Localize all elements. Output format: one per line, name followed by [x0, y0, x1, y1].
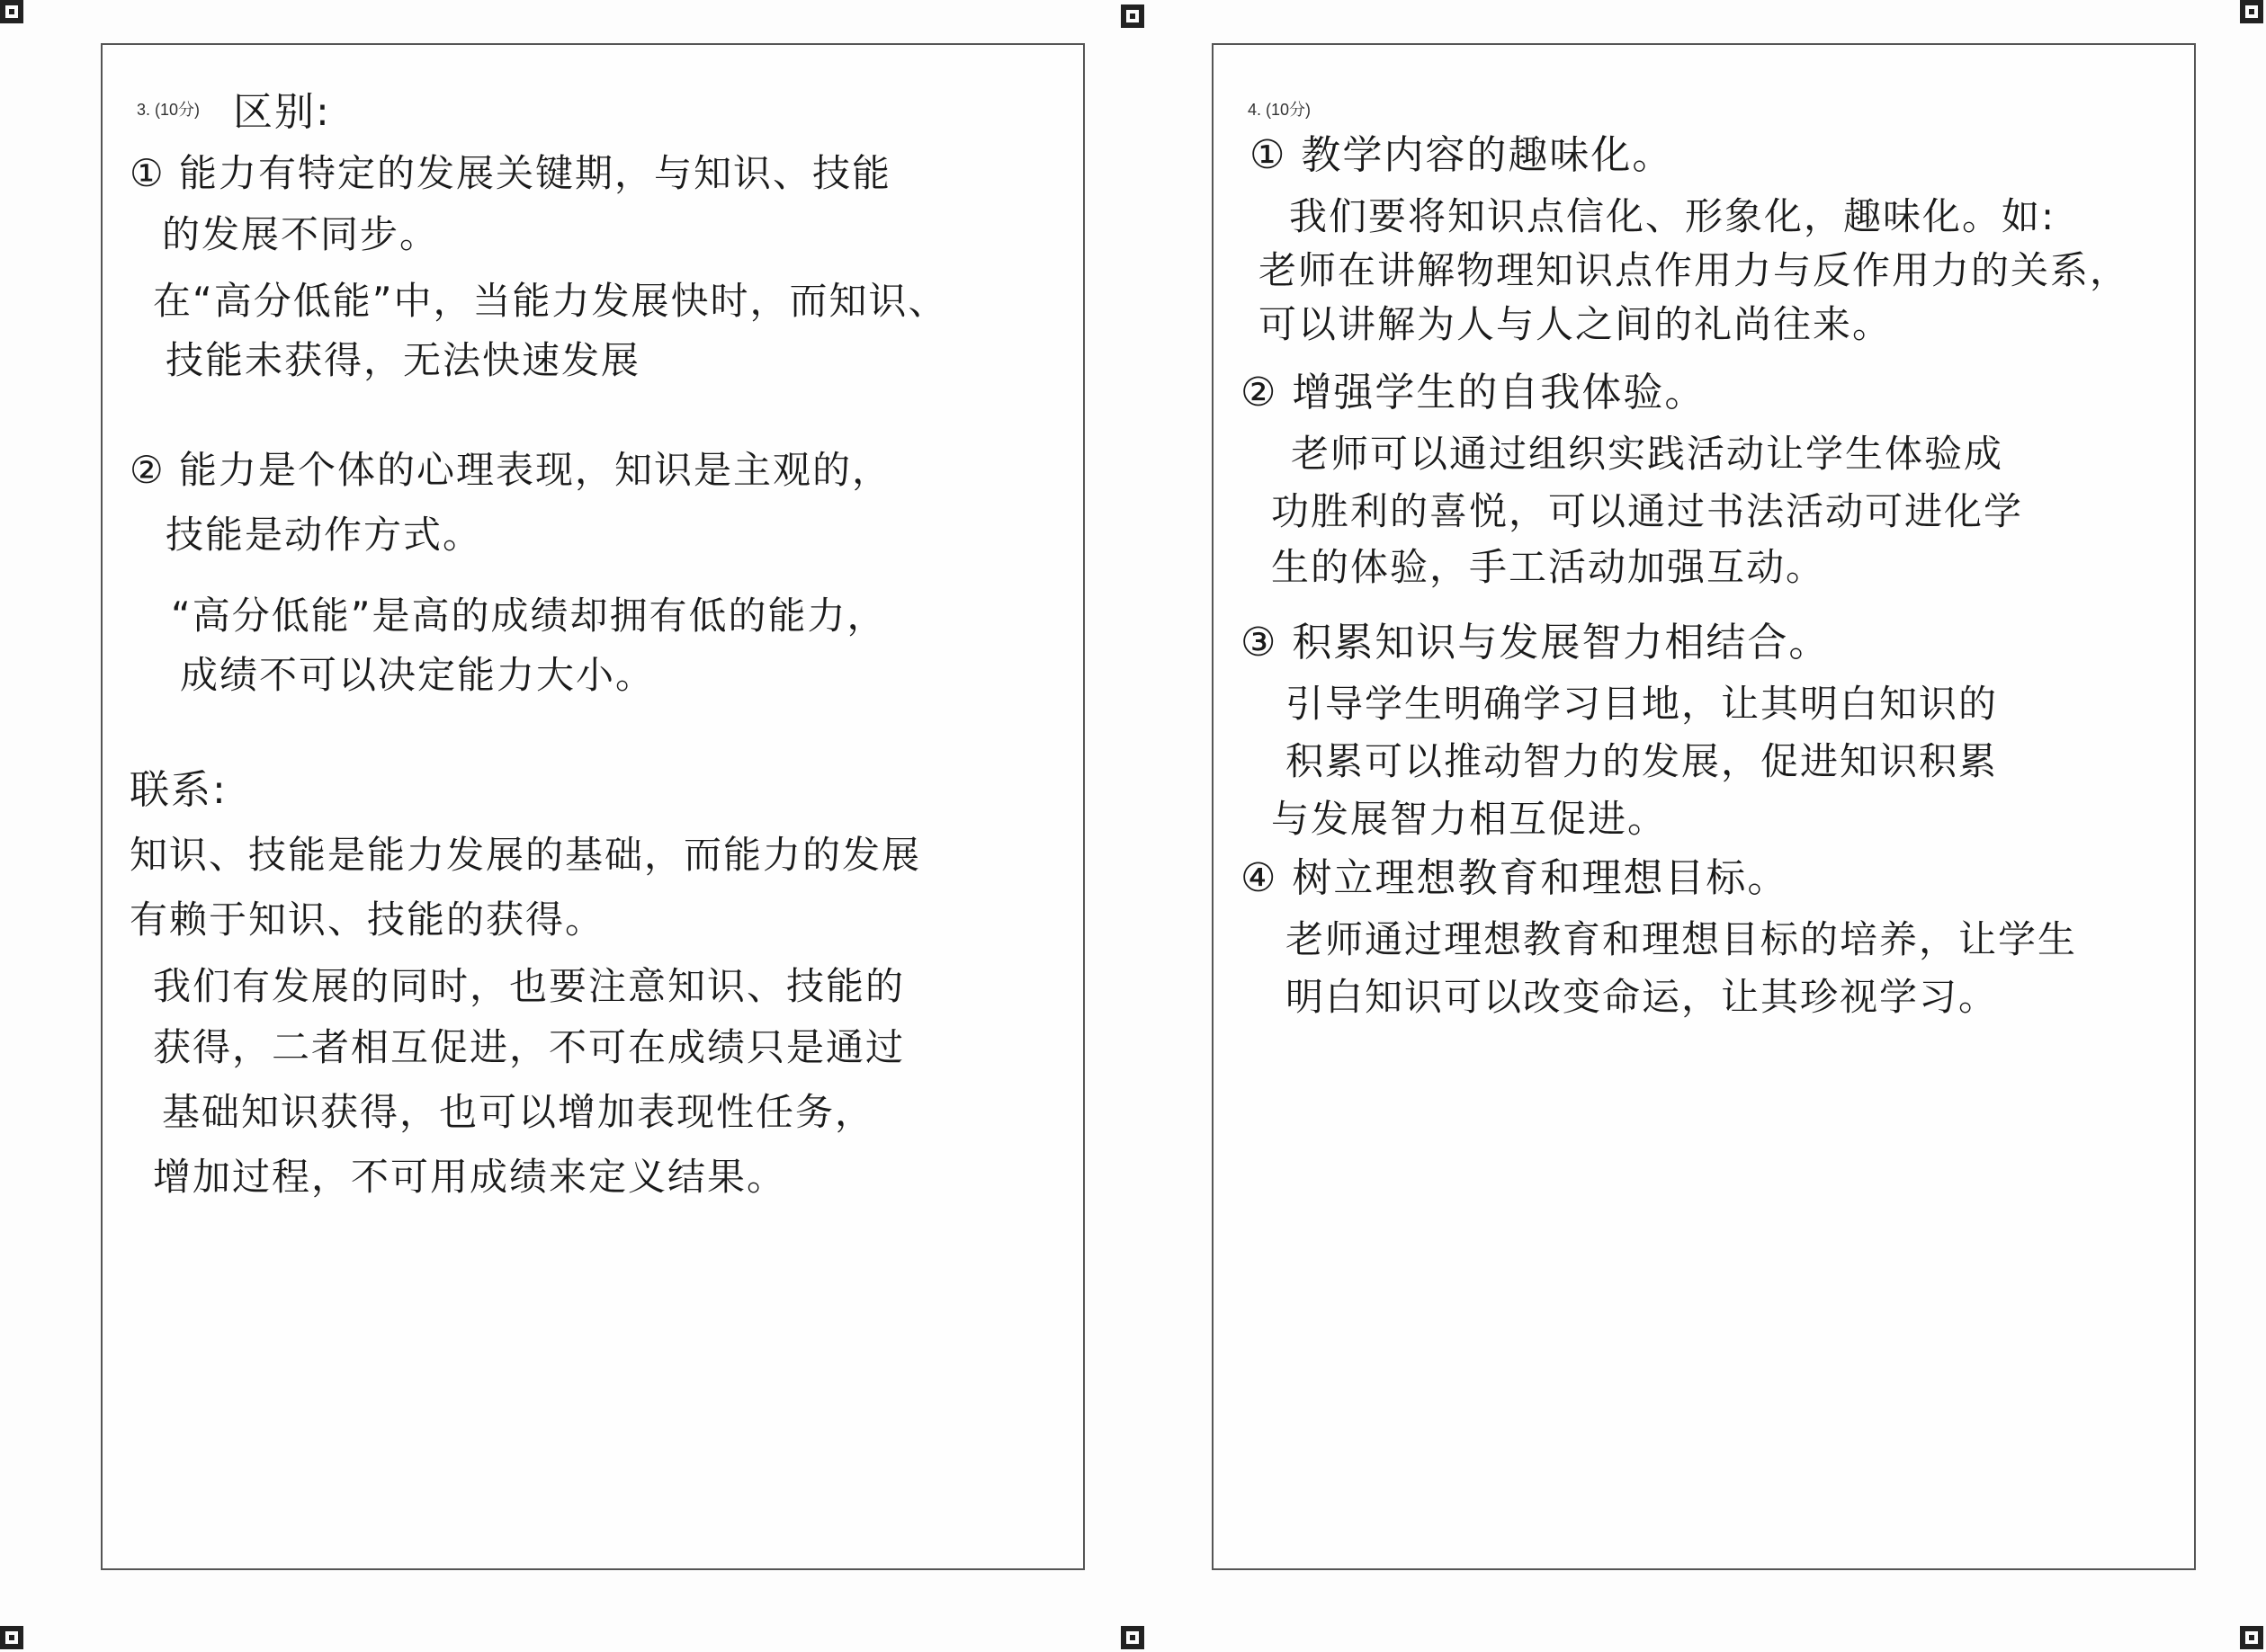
handwritten-line: 可以讲解为人与人之间的礼尚往来。: [1258, 302, 1893, 346]
handwritten-line: 技能未获得，无法快速发展: [166, 338, 641, 382]
handwritten-line: 老师可以通过组织实践活动让学生体验成: [1291, 432, 2004, 476]
handwritten-line: 老师通过理想教育和理想目标的培养，让学生: [1285, 917, 2078, 961]
registration-marker-bottom-center: [1121, 1626, 1144, 1649]
answer-panel-question-4: [1212, 43, 2196, 1570]
handwritten-line: 增加过程，不可用成绩来定义结果。: [153, 1155, 787, 1199]
answer-panel-question-3: [101, 43, 1085, 1570]
handwritten-line: 生的体验，手工活动加强互动。: [1271, 545, 1826, 589]
handwritten-line: 基础知识获得，也可以增加表现性任务，: [162, 1090, 875, 1134]
handwritten-line: 获得，二者相互促进，不可在成绩只是通过: [153, 1025, 906, 1069]
registration-marker-bottom-right: [2240, 1626, 2263, 1649]
handwritten-line: 引导学生明确学习目地，让其明白知识的: [1285, 682, 1999, 726]
handwritten-line: 在“高分低能”中，当能力发展快时，而知识、: [153, 279, 948, 323]
registration-marker-top-left: [0, 0, 23, 23]
handwritten-line: 的发展不同步。: [162, 212, 440, 256]
handwritten-line: ② 能力是个体的心理表现，知识是主观的，: [130, 448, 892, 492]
handwritten-line: 区别:: [233, 89, 331, 135]
handwritten-line: 积累可以推动智力的发展，促进知识积累: [1285, 739, 1999, 783]
handwritten-line: ② 增强学生的自我体验。: [1240, 370, 1706, 415]
handwritten-line: 老师在讲解物理知识点作用力与反作用力的关系，: [1258, 248, 2130, 292]
handwritten-line: 与发展智力相互促进。: [1271, 797, 1668, 841]
handwritten-line: 我们要将知识点信化、形象化，趣味化。如:: [1289, 194, 2056, 238]
handwritten-line: 联系:: [130, 767, 228, 813]
handwritten-line: 有赖于知识、技能的获得。: [130, 897, 605, 942]
registration-marker-bottom-left: [0, 1626, 23, 1649]
question-label: 4. (10分): [1248, 101, 1312, 119]
registration-marker-top-right: [2240, 0, 2263, 23]
handwritten-line: ④ 树立理想教育和理想目标。: [1240, 855, 1789, 901]
handwritten-line: 技能是动作方式。: [166, 513, 483, 557]
handwritten-line: 成绩不可以决定能力大小。: [180, 653, 656, 697]
handwritten-line: 知识、技能是能力发展的基础，而能力的发展: [130, 833, 922, 877]
handwritten-line: 明白知识可以改变命运，让其珍视学习。: [1285, 975, 1999, 1019]
handwritten-line: ③ 积累知识与发展智力相结合。: [1240, 620, 1831, 665]
handwritten-line: 功胜利的喜悦，可以通过书法活动可进化学: [1271, 489, 2024, 533]
registration-marker-top-center: [1121, 4, 1144, 28]
question-label: 3. (10分): [137, 101, 201, 119]
handwritten-line: 我们有发展的同时，也要注意知识、技能的: [153, 964, 906, 1008]
handwritten-line: ① 能力有特定的发展关键期，与知识、技能: [130, 151, 892, 195]
handwritten-line: “高分低能”是高的成绩却拥有低的能力，: [171, 594, 887, 638]
handwritten-line: ① 教学内容的趣味化。: [1249, 132, 1674, 178]
